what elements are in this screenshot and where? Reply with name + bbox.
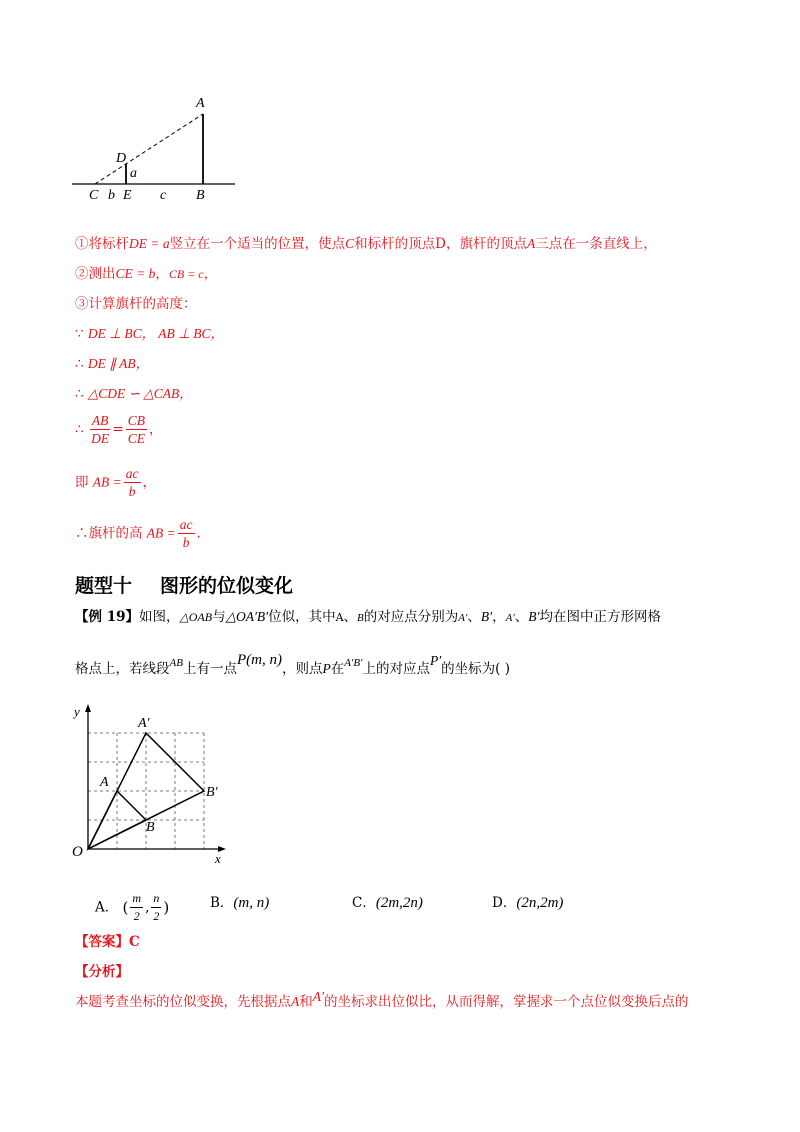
step-2-expr-cb: CB = c bbox=[168, 267, 204, 281]
option-letter: D． bbox=[492, 895, 517, 911]
analysis-label bbox=[75, 962, 129, 982]
option-d[interactable] bbox=[492, 893, 563, 913]
proof-line-4 bbox=[75, 412, 162, 447]
fraction-cb-ce bbox=[126, 412, 147, 447]
proof-line-5 bbox=[75, 465, 156, 500]
point-a-prime: A′ bbox=[312, 989, 324, 1004]
separator: 、 bbox=[514, 609, 529, 625]
step-1-text: ①将标杆 bbox=[75, 236, 129, 252]
label-y: y bbox=[74, 704, 80, 719]
option-b[interactable] bbox=[210, 893, 269, 913]
step-3-text: ③计算旗杆的高度： bbox=[75, 296, 197, 312]
triangle-oa2b2: △OA′B′ bbox=[225, 609, 269, 624]
analysis-text bbox=[75, 989, 689, 1012]
example-line-2 bbox=[75, 652, 510, 680]
question-text: 均在图中正方形网格 bbox=[539, 609, 661, 625]
segment-a2b2: A′B′ bbox=[344, 657, 363, 669]
comma: ， bbox=[142, 474, 157, 491]
proof-1-expr: DE ⊥ BC， AB ⊥ BC， bbox=[87, 326, 225, 341]
denominator: DE bbox=[91, 431, 110, 446]
numerator: AB bbox=[91, 413, 109, 428]
analysis-text-b: 和 bbox=[299, 994, 313, 1010]
conclusion-text: ∴旗杆的高 bbox=[75, 525, 143, 542]
fraction-ac-b bbox=[124, 465, 141, 500]
analysis-text-a: 本题考查坐标的位似变换，先根据点 bbox=[75, 994, 291, 1010]
separator: 、 bbox=[467, 609, 481, 625]
denominator: b bbox=[182, 535, 190, 550]
point-b: B bbox=[357, 612, 364, 624]
question-text: 在 bbox=[330, 661, 345, 677]
denominator: b bbox=[128, 484, 136, 499]
label-x: x bbox=[215, 851, 221, 866]
option-b-text: (m, n) bbox=[233, 895, 270, 911]
label-E: E bbox=[123, 188, 132, 203]
label-B: B bbox=[146, 820, 155, 835]
proof-line-6 bbox=[75, 516, 201, 551]
point-a: A bbox=[335, 611, 344, 624]
question-text: 位似，其中 bbox=[268, 609, 336, 625]
answer-label: 【答案】 bbox=[75, 934, 129, 950]
point-a: A bbox=[526, 236, 536, 251]
denominator: 2 bbox=[133, 909, 140, 923]
section-number: 题型十 bbox=[75, 575, 133, 597]
step-1-text-f: 三点在一条直线上， bbox=[535, 236, 657, 252]
segment-ab: AB bbox=[169, 657, 183, 669]
fraction-m-2 bbox=[130, 890, 143, 925]
step-2 bbox=[75, 264, 217, 284]
answer-value: C bbox=[129, 934, 140, 950]
period: . bbox=[196, 525, 201, 542]
step-2-sep: ， bbox=[155, 266, 169, 282]
point-b-prime: B′ bbox=[528, 609, 540, 624]
step-2-end: ， bbox=[203, 266, 218, 282]
fraction-ab-de bbox=[90, 412, 111, 447]
label-A: A bbox=[196, 96, 205, 111]
proof-3-expr: △CDE ∽ △CAB， bbox=[87, 386, 193, 401]
paren-close: ) bbox=[163, 898, 170, 917]
therefore-symbol: ∴ bbox=[75, 386, 84, 402]
numerator: ac bbox=[179, 517, 193, 532]
proof-line-1 bbox=[75, 324, 224, 344]
question-text: 上有一点 bbox=[182, 661, 237, 677]
question-text: 如图， bbox=[139, 609, 180, 625]
step-1-text-d: 和标杆的顶点D，旗杆的顶点 bbox=[354, 236, 527, 252]
step-2-expr-ce: CE = b bbox=[115, 266, 156, 281]
section-title: 图形的位似变化 bbox=[160, 575, 294, 597]
separator: 、 bbox=[343, 609, 358, 625]
point-p-prime: P′ bbox=[429, 653, 442, 668]
numerator: n bbox=[151, 890, 161, 908]
numerator: ac bbox=[125, 466, 139, 481]
label-a: a bbox=[130, 166, 137, 181]
separator: ， bbox=[492, 609, 506, 625]
question-text: 与 bbox=[212, 609, 226, 625]
option-d-text: (2n,2m) bbox=[516, 895, 564, 911]
option-c-text: (2m,2n) bbox=[375, 895, 423, 911]
homothety-figure bbox=[70, 700, 240, 870]
point-b-prime: B′ bbox=[480, 609, 493, 624]
point-a-prime: A′ bbox=[458, 612, 468, 624]
therefore-symbol: ∴ bbox=[75, 421, 84, 438]
answer-line bbox=[75, 932, 140, 952]
lhs-ab: AB = bbox=[146, 525, 176, 541]
proof-line-3 bbox=[75, 384, 193, 404]
example-line-1 bbox=[75, 607, 661, 628]
therefore-symbol: ∴ bbox=[75, 356, 84, 372]
point-a: A bbox=[291, 994, 300, 1009]
step-1 bbox=[75, 234, 657, 254]
step-3 bbox=[75, 294, 197, 314]
denominator: 2 bbox=[153, 909, 160, 923]
step-1-text-b: 竖立在一个适当的位置，使点 bbox=[169, 236, 346, 252]
y-axis-arrow bbox=[85, 704, 91, 712]
fraction-ac-b bbox=[178, 516, 195, 551]
option-letter: A． bbox=[95, 899, 119, 916]
question-text: 的坐标为( ) bbox=[441, 661, 510, 677]
denominator: CE bbox=[127, 431, 145, 446]
option-letter: C． bbox=[352, 895, 376, 911]
fraction-n-2 bbox=[151, 890, 161, 925]
option-c[interactable] bbox=[352, 893, 423, 913]
question-text: 的对应点分别为 bbox=[363, 609, 459, 625]
label-c: c bbox=[160, 188, 167, 203]
question-text: 上的对应点 bbox=[362, 661, 430, 677]
label-b: b bbox=[108, 188, 115, 203]
label-B: B bbox=[196, 188, 205, 203]
flagpole-figure bbox=[70, 92, 240, 204]
point-c: C bbox=[345, 236, 355, 251]
label-C: C bbox=[89, 188, 99, 203]
numerator: m bbox=[130, 890, 143, 908]
option-a[interactable] bbox=[95, 890, 169, 925]
analysis-text-c: 的坐标求出位似比，从而得解，掌握求一个点位似变换后点的 bbox=[323, 994, 689, 1010]
point-p: P bbox=[322, 661, 331, 676]
namely-text: 即 bbox=[75, 474, 89, 491]
label-A: A bbox=[100, 775, 109, 790]
point-a-prime: A′ bbox=[505, 612, 515, 624]
question-text: 格点上，若线段 bbox=[75, 661, 170, 677]
equals: = bbox=[112, 421, 124, 438]
paren-open: ( bbox=[122, 898, 129, 917]
comma: , bbox=[145, 899, 150, 916]
label-D: D bbox=[116, 151, 127, 166]
triangle-oab: △OAB bbox=[179, 610, 213, 624]
sight-line-ca bbox=[95, 114, 203, 184]
analysis-label-text: 【分析】 bbox=[75, 964, 129, 980]
point-p-coords: P(m, n) bbox=[236, 652, 282, 668]
option-letter: B． bbox=[210, 895, 234, 911]
label-O: O bbox=[72, 844, 83, 860]
example-tag: 【例 19】 bbox=[75, 609, 139, 625]
section-heading bbox=[75, 571, 293, 598]
step-2-text: ②测出 bbox=[75, 266, 116, 282]
step-1-expr: DE = a bbox=[129, 236, 170, 251]
because-symbol: ∵ bbox=[75, 326, 84, 342]
proof-line-2 bbox=[75, 354, 149, 374]
label-A-prime: A′ bbox=[138, 716, 150, 731]
question-text: ，则点 bbox=[281, 661, 323, 677]
numerator: CB bbox=[127, 413, 145, 428]
label-B-prime: B′ bbox=[206, 785, 218, 800]
comma: ， bbox=[148, 421, 163, 438]
proof-2-expr: DE ∥ AB， bbox=[87, 356, 150, 371]
lhs-ab: AB = bbox=[92, 474, 122, 490]
